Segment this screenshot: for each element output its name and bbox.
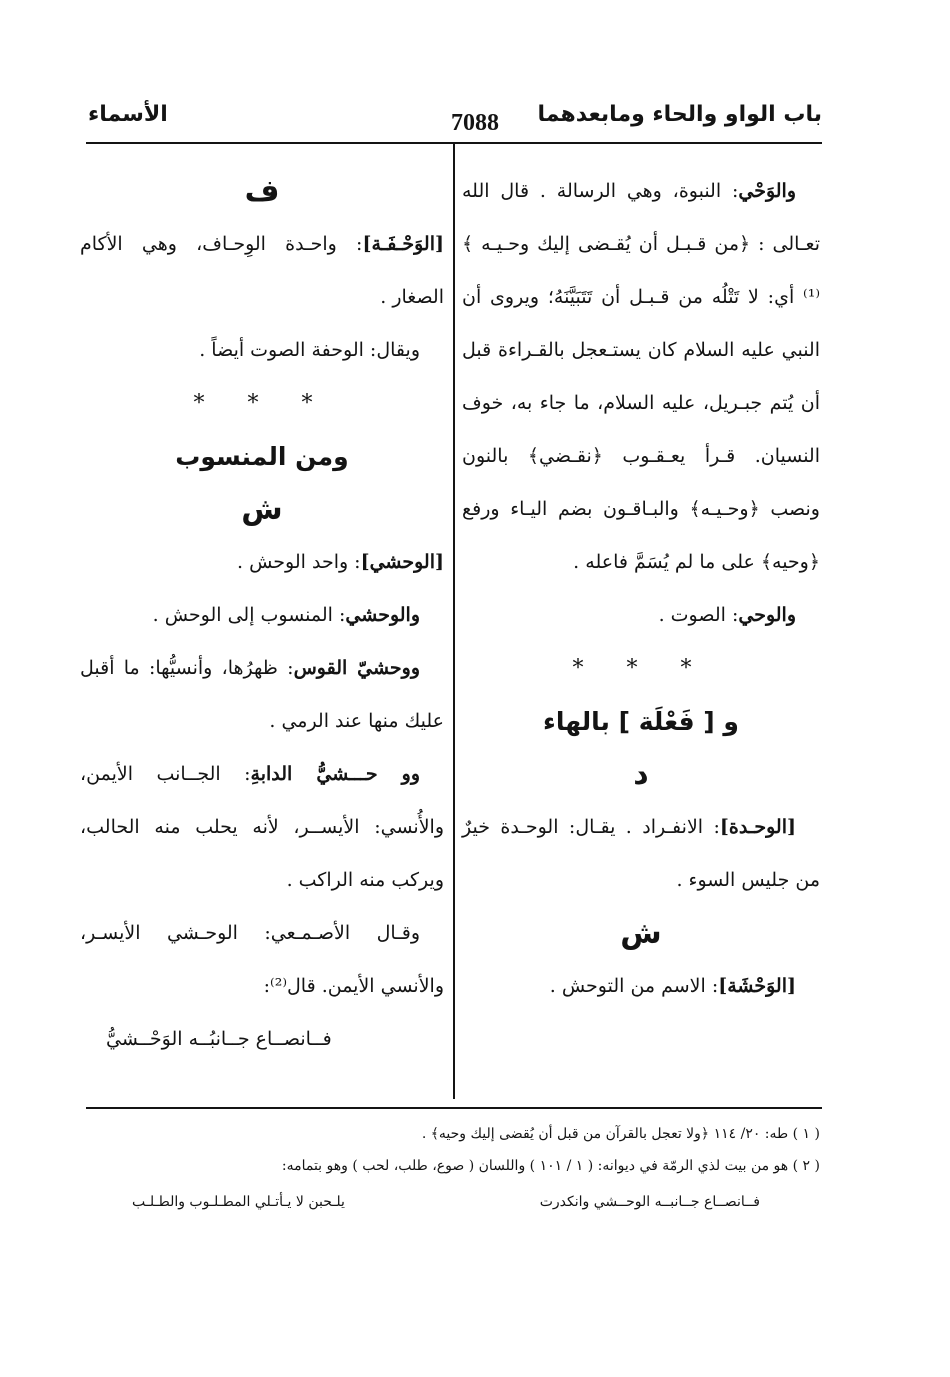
- letter-heading-sh: ش: [241, 492, 283, 527]
- verse-fragment: فــانصــاع جــانبُــه الوَحْــشيُّ: [106, 1028, 332, 1050]
- column-divider: [453, 143, 455, 1099]
- entry-wahfa-sound: ويقال: الوحفة الصوت أيضاً .: [199, 339, 420, 361]
- section-prefix: و [: [694, 707, 739, 736]
- entry-text: : واحـدة الوِحـاف، وهي الأكام الصغار .: [80, 233, 444, 308]
- entry-term: [الوحشي]: [360, 551, 444, 573]
- chapter-title: باب الواو والحاء ومابعدهما: [537, 102, 822, 127]
- entry-wahshi: [80, 536, 444, 589]
- left-column: [80, 165, 444, 1066]
- entry-text: : النبوة، وهي الرسالة . قال الله تعـالى : ﴿من قـبـل أن يُقـضى إليك وحـيـه ﴾⁽¹⁾ أي: لا تَتْلُه من قـبـل أن تَتَبَيَّنَهُ؛ ويروى أن النبي عليه السلام كان يستـعجل بالقـراءة قبل أن يُتم جبـريل، عليه السلام، ما جاء به، خوف النسيان. قـرأ يعـقـوب ﴿نقـضي﴾ بالنون ونصب ﴿وحـيـه﴾ والبـاقـون بضم اليـاء ورفع ﴿وحيه﴾ على ما لم يُسَمَّ فاعله .: [462, 180, 820, 573]
- section-title: الأسماء: [88, 102, 168, 127]
- entry-text: : واحد الوحش .: [237, 551, 361, 573]
- entry-term: والوحي: [738, 604, 796, 626]
- section-term: فَعْلَة: [638, 707, 695, 736]
- footnote-rule: [86, 1107, 822, 1109]
- entry-term: [الوَحْـفَـة]: [362, 233, 444, 255]
- entry-term: والوَحْي: [738, 180, 796, 202]
- entry-wahfa: [80, 218, 444, 324]
- entry-wahshi-mansub: [80, 589, 444, 642]
- section-suffix: ] بالهاء: [543, 707, 639, 736]
- entry-text: : المنسوب إلى الوحش .: [152, 604, 346, 626]
- footnote-2: ( ٢ ) هو من بيت لذي الرمّة في ديوانه: ( ١ / ١٠١ ) واللسان ( صوع، طلب، لحب ) وهو بتمامه:: [281, 1158, 820, 1174]
- entry-text: : الصوت .: [658, 604, 739, 626]
- footnote-verse-first-hemistich: فــانصــاع جــانبــه الوحــشي وانكدرت: [539, 1194, 760, 1210]
- entry-text: : الانفـراد . يقـال: الوحـدة خيرٌ من جليس السوء .: [462, 816, 820, 891]
- entry-asmai: وقـال الأصـمـعي: الوحـشي الأيسـر، والأنسي الأيمن. قال⁽²⁾:: [80, 922, 444, 997]
- separator-stars: * * *: [572, 656, 710, 681]
- separator-stars: * * *: [193, 391, 331, 416]
- entry-term: [الوَحْشَة]: [718, 975, 796, 997]
- entry-term: والوحشي: [345, 604, 420, 626]
- entry-wahshi-dabba: [80, 748, 444, 907]
- footnote-verse-second-hemistich: يلـحبن لا يـأتـلي المطـلـوب والطـلـب: [132, 1194, 345, 1210]
- entry-wahy-sound: [462, 589, 820, 642]
- entry-term: وو حـــشيُّ الدابةِ: [250, 763, 420, 785]
- entry-wahda: [462, 801, 820, 907]
- entry-text: : ظهرُها، وأنسيُّها: ما أقبل عليك منها عند الرمي .: [80, 657, 444, 732]
- section-heading: ومن المنسوب: [175, 442, 349, 471]
- letter-heading-f: ف: [244, 174, 280, 209]
- entry-wahshi-qaws: [80, 642, 444, 748]
- entry-text: : الجــانب الأيمن، والأُنسي: الأيســر، لأنه يحلب منه الحالب، ويركب منه الراكب .: [80, 763, 444, 891]
- entry-term: [الوحـدة]: [719, 816, 796, 838]
- letter-heading-sh: ش: [620, 916, 662, 951]
- section-heading: [462, 695, 820, 748]
- entry-term: ووحشيّ القوس: [293, 657, 421, 679]
- footnote-1: ( ١ ) طه: ٢٠/ ١١٤ ﴿ولا تعجل بالقرآن من قبل أن يُقضى إليك وحيه﴾ .: [421, 1126, 820, 1142]
- page-number: 7088: [451, 110, 499, 136]
- right-column: [462, 165, 820, 1013]
- entry-wahy: [462, 165, 820, 589]
- entry-text: : الاسم من التوحش .: [549, 975, 719, 997]
- letter-heading-d: د: [633, 757, 649, 792]
- entry-wahsha: [462, 960, 820, 1013]
